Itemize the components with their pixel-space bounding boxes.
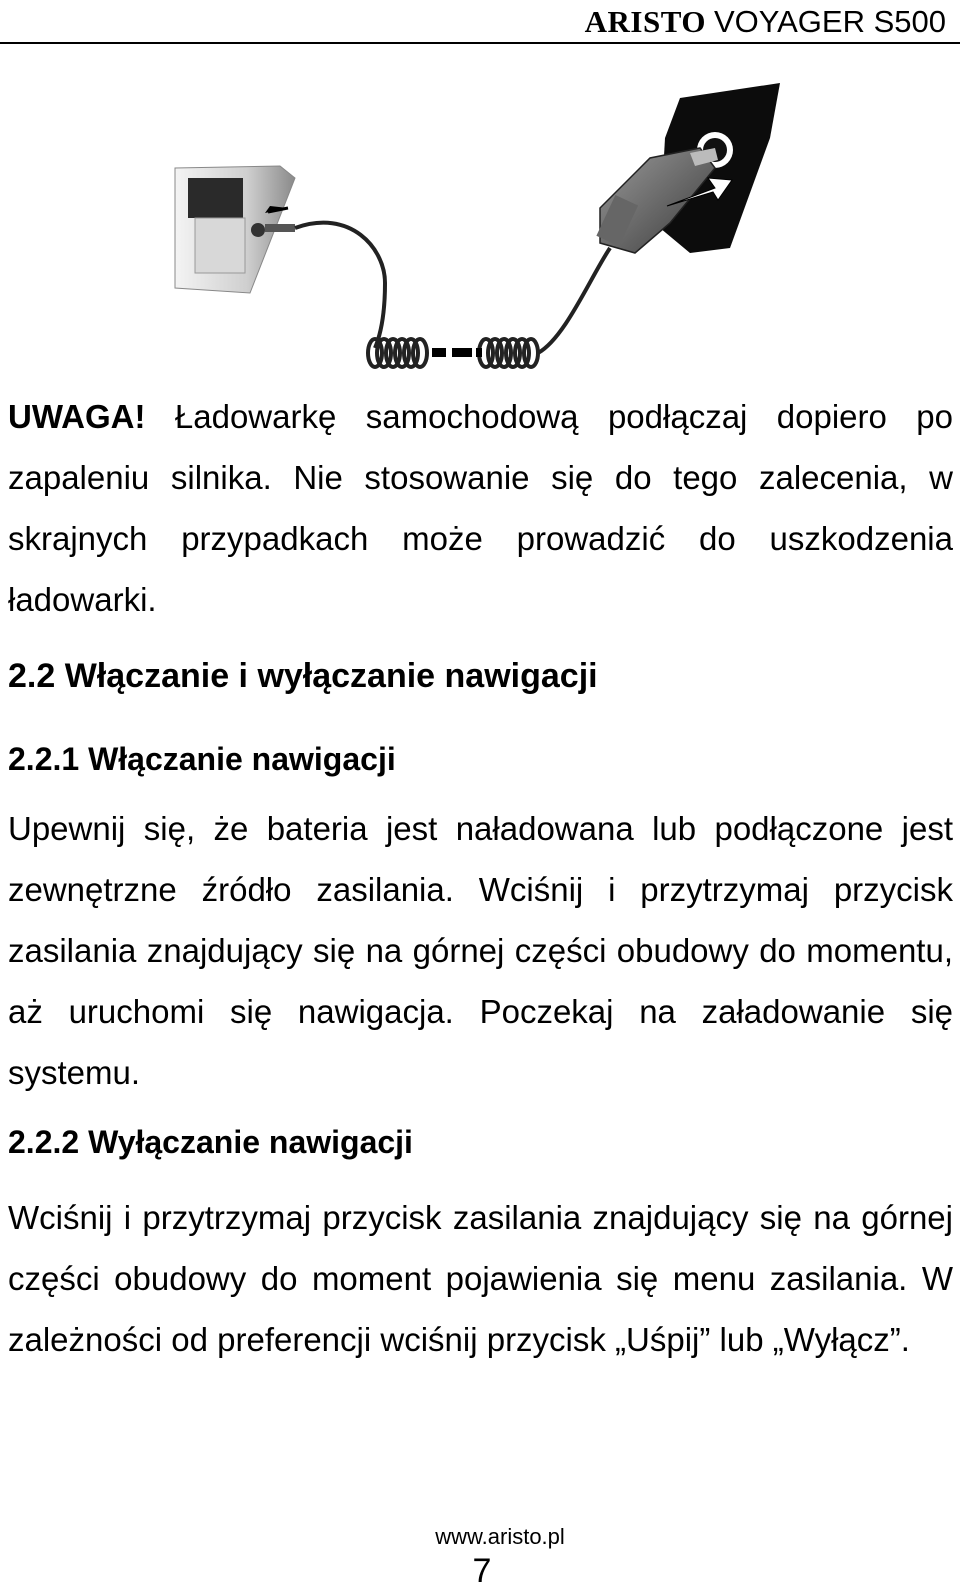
car-charger-illustration (170, 78, 800, 378)
subsection-1-text: Upewnij się, że bateria jest naładowana lub podłączone jest zewnętrzne źródło zasilania. Wciśnij i przytrzymaj przycisk zasilania znajdujący się na górnej części obudowy do momentu, aż uruchomi się nawigacja. Poczekaj na załadowanie się systemu. (8, 810, 953, 1091)
subsection-1-title: 2.2.1 Włączanie nawigacji (8, 741, 396, 777)
page-content (8, 386, 953, 1370)
header-brand (585, 4, 946, 40)
model-name: VOYAGER S500 (713, 4, 946, 39)
footer-url: www.aristo.pl (435, 1524, 565, 1549)
subsection-2-text: Wciśnij i przytrzymaj przycisk zasilania znajdujący się na górnej części obudowy do moment pojawienia się menu zasilania. W zależności od preferencji wciśnij przycisk „Uśpij” lub „Wyłącz”. (8, 1199, 953, 1358)
page-number: 7 (472, 1552, 492, 1590)
subsection-2-title: 2.2.2 Wyłączanie nawigacji (8, 1124, 413, 1160)
warning-text: Ładowarkę samochodową podłączaj dopiero po zapaleniu silnika. Nie stosowanie się do tego zalecenia, w skrajnych przypadkach może prowadzić do uszkodzenia ładowarki. (8, 398, 953, 618)
section-title: 2.2 Włączanie i wyłączanie nawigacji (8, 657, 598, 695)
brand-name: ARISTO (584, 4, 706, 39)
warning-paragraph (8, 386, 953, 630)
warning-lead: UWAGA! (8, 398, 146, 435)
page-header (0, 0, 960, 44)
header-rule (0, 42, 960, 44)
